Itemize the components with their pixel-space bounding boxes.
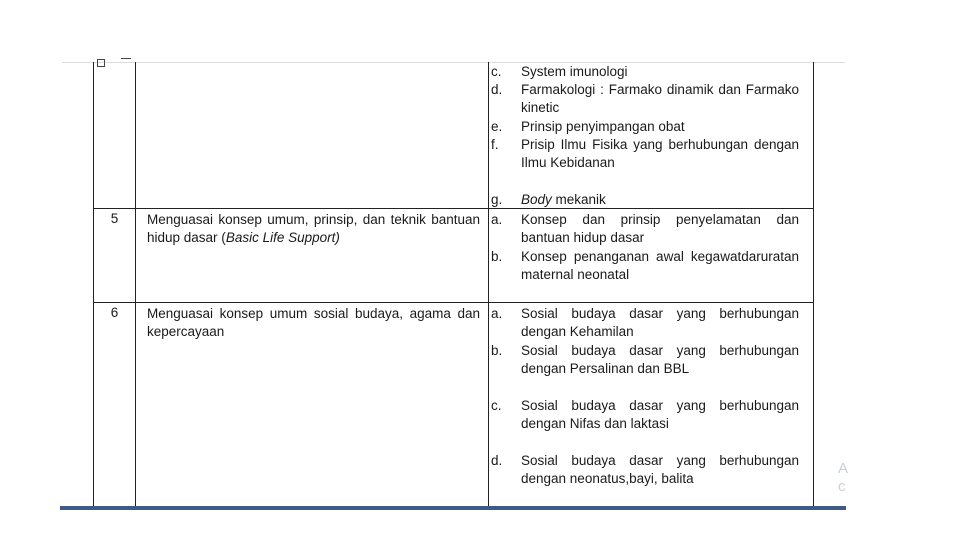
column-divider-items [488, 62, 489, 507]
list-item: c. Sosial budaya dasar yang berhubungan dengan Nifas dan laktasi [491, 398, 799, 432]
side-fragment: c [838, 478, 846, 495]
competency-table [93, 62, 814, 507]
list-item: a. Konsep dan prinsip penyelamatan dan bantuan hidup dasar [491, 212, 799, 246]
slide-bottom-bar [60, 506, 846, 510]
list-item: f. Prisip Ilmu Fisika yang berhubungan dengan Ilmu Kebidanan [491, 137, 799, 171]
row-number: 6 [110, 305, 119, 320]
side-fragment: A [838, 460, 849, 477]
list-item: b. Sosial budaya dasar yang berhubungan dengan Persalinan dan BBL [491, 343, 799, 377]
list-item: d. Farmakologi : Farmako dinamik dan Farmako kinetic [491, 82, 799, 116]
list-item: e. Prinsip penyimpangan obat [491, 119, 685, 134]
dash-marker [121, 58, 131, 59]
row-description: Menguasai konsep umum, prinsip, dan teknik bantuan hidup dasar (Basic Life Support) [147, 212, 480, 245]
list-item: c. System imunologi [491, 64, 628, 79]
list-item: a. Sosial budaya dasar yang berhubungan dengan Kehamilan [491, 306, 799, 340]
list-item: d. Sosial budaya dasar yang berhubungan dengan neonatus,bayi, balita [491, 453, 799, 487]
row-description: Menguasai konsep umum sosial budaya, agama dan kepercayaan [147, 306, 480, 339]
row-number: 5 [110, 211, 119, 226]
list-item: b. Konsep penanganan awal kegawatdaruratan maternal neonatal [491, 249, 799, 283]
list-item: g. Body mekanik [491, 192, 606, 207]
row-divider-6 [94, 302, 813, 303]
column-divider-number [135, 62, 136, 507]
